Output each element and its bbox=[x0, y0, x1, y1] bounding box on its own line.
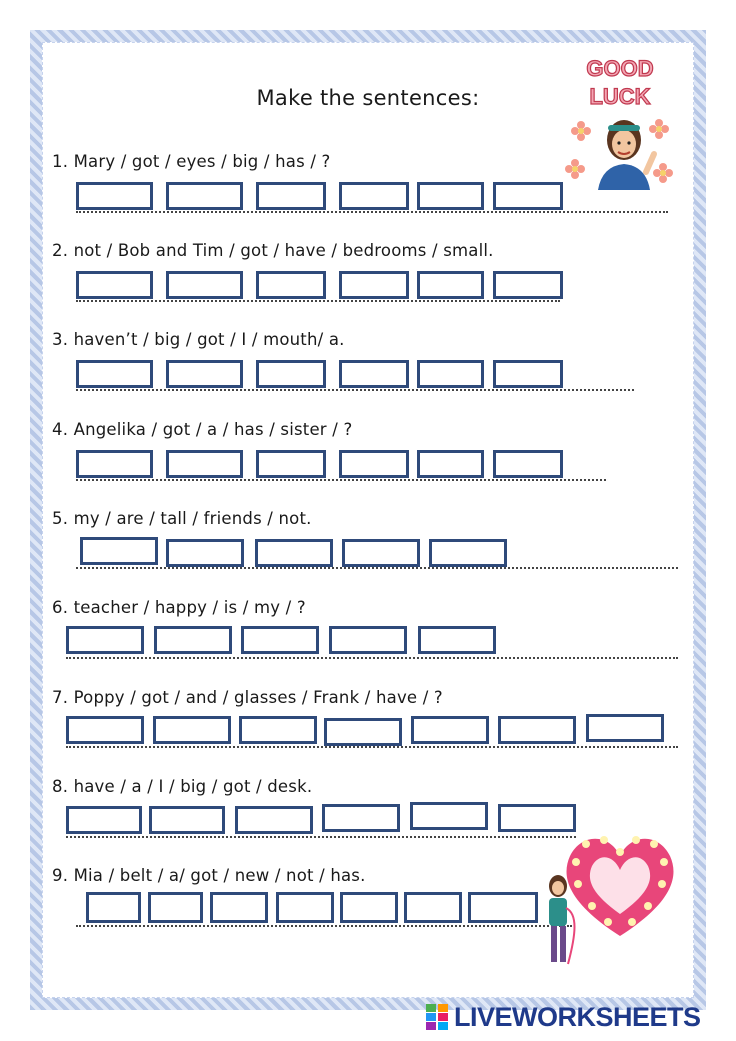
answer-box-5-2[interactable] bbox=[166, 539, 244, 567]
flower-icon bbox=[564, 158, 586, 180]
answer-box-1-1[interactable] bbox=[76, 182, 153, 210]
answer-box-1-2[interactable] bbox=[166, 182, 243, 210]
worksheet-title: Make the sentences: bbox=[256, 86, 480, 110]
answer-line-5 bbox=[76, 567, 678, 569]
heart-lights-icon bbox=[560, 826, 680, 946]
answer-box-6-2[interactable] bbox=[154, 626, 232, 654]
answer-box-4-3[interactable] bbox=[256, 450, 326, 478]
answer-box-1-6[interactable] bbox=[493, 182, 563, 210]
answer-box-2-5[interactable] bbox=[417, 271, 484, 299]
answer-box-9-2[interactable] bbox=[148, 892, 203, 923]
answer-box-9-6[interactable] bbox=[404, 892, 462, 923]
answer-box-2-2[interactable] bbox=[166, 271, 243, 299]
good-luck-word-1: GOOD bbox=[586, 56, 654, 81]
answer-line-8 bbox=[66, 836, 576, 838]
answer-box-1-3[interactable] bbox=[256, 182, 326, 210]
answer-box-4-2[interactable] bbox=[166, 450, 243, 478]
answer-box-3-5[interactable] bbox=[417, 360, 484, 388]
answer-box-2-4[interactable] bbox=[339, 271, 409, 299]
answer-box-4-6[interactable] bbox=[493, 450, 563, 478]
question-5-text: 5. my / are / tall / friends / not. bbox=[52, 509, 312, 528]
answer-box-4-1[interactable] bbox=[76, 450, 153, 478]
answer-box-5-5[interactable] bbox=[429, 539, 507, 567]
question-7-text: 7. Poppy / got / and / glasses / Frank / have / ? bbox=[52, 688, 443, 707]
answer-box-7-3[interactable] bbox=[239, 716, 317, 744]
answer-line-6 bbox=[66, 657, 678, 659]
answer-box-6-3[interactable] bbox=[241, 626, 319, 654]
answer-box-9-7[interactable] bbox=[468, 892, 538, 923]
flower-icon bbox=[652, 162, 674, 184]
answer-box-3-3[interactable] bbox=[256, 360, 326, 388]
answer-box-9-4[interactable] bbox=[276, 892, 334, 923]
question-2-text: 2. not / Bob and Tim / got / have / bedrooms / small. bbox=[52, 241, 494, 260]
answer-box-8-4[interactable] bbox=[322, 804, 400, 832]
liveworksheets-logo-icon bbox=[426, 1004, 450, 1030]
answer-box-5-1[interactable] bbox=[80, 537, 158, 565]
answer-box-3-2[interactable] bbox=[166, 360, 243, 388]
answer-box-8-5[interactable] bbox=[410, 802, 488, 830]
answer-box-3-6[interactable] bbox=[493, 360, 563, 388]
answer-box-8-2[interactable] bbox=[149, 806, 225, 834]
answer-line-9 bbox=[76, 925, 572, 927]
answer-box-7-5[interactable] bbox=[411, 716, 489, 744]
answer-box-7-4[interactable] bbox=[324, 718, 402, 746]
answer-box-6-1[interactable] bbox=[66, 626, 144, 654]
answer-box-1-5[interactable] bbox=[417, 182, 484, 210]
good-luck-sticker bbox=[578, 52, 662, 110]
answer-box-3-4[interactable] bbox=[339, 360, 409, 388]
answer-line-4 bbox=[76, 479, 606, 481]
answer-box-2-1[interactable] bbox=[76, 271, 153, 299]
answer-box-7-6[interactable] bbox=[498, 716, 576, 744]
answer-box-5-4[interactable] bbox=[342, 539, 420, 567]
answer-box-9-3[interactable] bbox=[210, 892, 268, 923]
answer-box-4-5[interactable] bbox=[417, 450, 484, 478]
answer-line-2 bbox=[76, 300, 560, 302]
question-1-text: 1. Mary / got / eyes / big / has / ? bbox=[52, 152, 331, 171]
question-8-text: 8. have / a / I / big / got / desk. bbox=[52, 777, 313, 796]
answer-line-3 bbox=[76, 389, 634, 391]
flower-icon bbox=[648, 118, 670, 140]
answer-box-9-1[interactable] bbox=[86, 892, 141, 923]
question-6-text: 6. teacher / happy / is / my / ? bbox=[52, 598, 306, 617]
teacher-figure-icon bbox=[538, 874, 578, 968]
answer-box-6-4[interactable] bbox=[329, 626, 407, 654]
answer-line-1 bbox=[76, 211, 668, 213]
answer-box-6-5[interactable] bbox=[418, 626, 496, 654]
answer-box-8-3[interactable] bbox=[235, 806, 313, 834]
question-9-text: 9. Mia / belt / a/ got / new / not / has. bbox=[52, 866, 366, 885]
answer-box-2-6[interactable] bbox=[493, 271, 563, 299]
question-4-text: 4. Angelika / got / a / has / sister / ? bbox=[52, 420, 353, 439]
answer-box-4-4[interactable] bbox=[339, 450, 409, 478]
question-3-text: 3. haven’t / big / got / I / mouth/ a. bbox=[52, 330, 345, 349]
answer-line-7 bbox=[66, 746, 678, 748]
liveworksheets-watermark: LIVEWORKSHEETS bbox=[454, 1002, 701, 1032]
answer-box-7-2[interactable] bbox=[153, 716, 231, 744]
good-luck-word-2: LUCK bbox=[589, 84, 651, 109]
answer-box-3-1[interactable] bbox=[76, 360, 153, 388]
answer-box-7-1[interactable] bbox=[66, 716, 144, 744]
flower-icon bbox=[570, 120, 592, 142]
answer-box-2-3[interactable] bbox=[256, 271, 326, 299]
answer-box-9-5[interactable] bbox=[340, 892, 398, 923]
answer-box-5-3[interactable] bbox=[255, 539, 333, 567]
answer-box-7-7[interactable] bbox=[586, 714, 664, 742]
answer-box-8-1[interactable] bbox=[66, 806, 142, 834]
answer-box-1-4[interactable] bbox=[339, 182, 409, 210]
